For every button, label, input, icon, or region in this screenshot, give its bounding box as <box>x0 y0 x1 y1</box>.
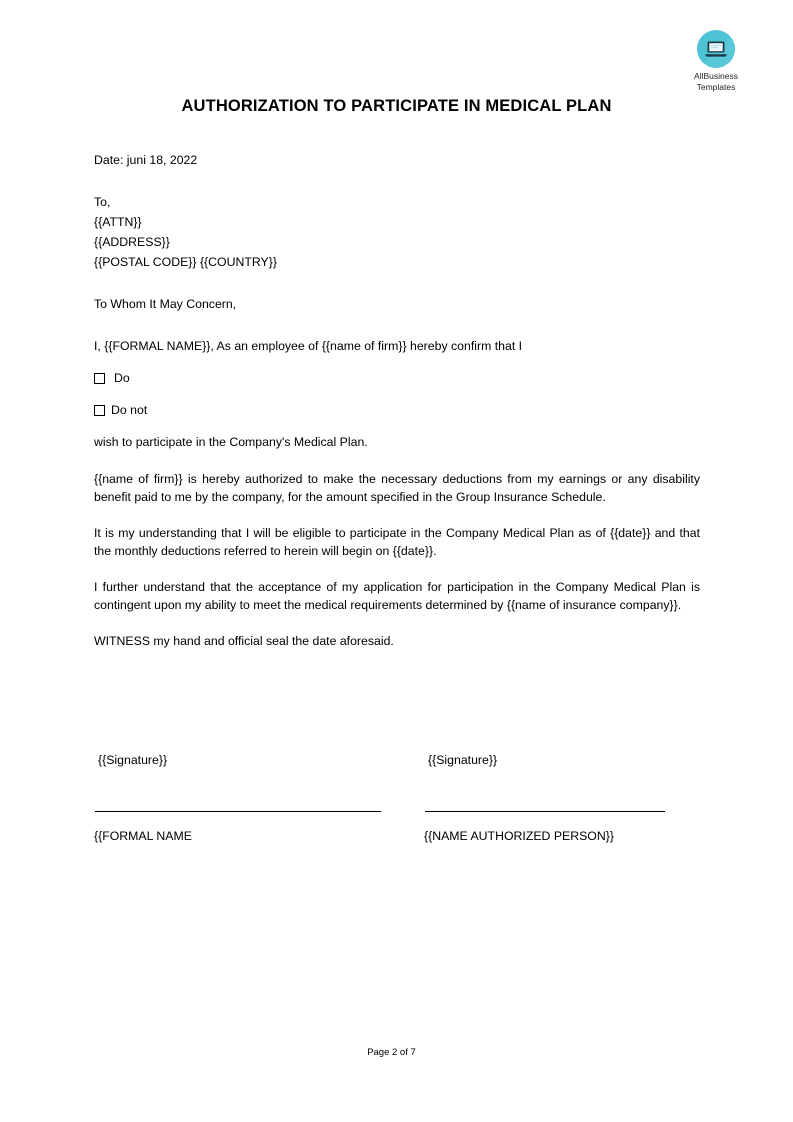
signature-section <box>94 753 700 849</box>
signature-line-left <box>95 811 381 812</box>
recipient-to-label: To, <box>94 195 111 209</box>
recipient-attn: {{ATTN}} <box>94 215 142 229</box>
intro-statement: I, {{FORMAL NAME}}, As an employee of {{name of firm}} hereby confirm that I <box>94 339 523 353</box>
spacer <box>94 170 700 192</box>
spacer <box>94 420 700 432</box>
paragraph-witness: WITNESS my hand and official seal the date aforesaid. <box>94 634 394 648</box>
spacer <box>94 314 700 336</box>
brand-logo <box>676 30 756 92</box>
brand-name <box>676 71 756 92</box>
checkbox-do-not-icon[interactable] <box>94 405 105 416</box>
laptop-icon <box>697 30 735 68</box>
page-title: AUTHORIZATION TO PARTICIPATE IN MEDICAL PLAN <box>181 97 612 115</box>
signature-placeholder-right: {{Signature}} <box>428 753 498 767</box>
option-tail-text: wish to participate in the Company's Medical Plan. <box>94 435 368 449</box>
spacer <box>94 388 700 400</box>
spacer <box>94 614 700 632</box>
signature-placeholder-row <box>94 753 700 775</box>
signature-name-right: {{NAME AUTHORIZED PERSON}} <box>424 829 614 843</box>
signature-rules <box>94 811 700 825</box>
signature-name-left: {{FORMAL NAME <box>94 829 192 843</box>
checkbox-do-icon[interactable] <box>94 373 105 384</box>
spacer <box>94 356 700 368</box>
spacer <box>94 560 700 578</box>
option-do-label: Do <box>114 371 130 385</box>
brand-line-2: Templates <box>696 81 736 92</box>
paragraph-deductions: {{name of firm}} is hereby authorized to make the necessary deductions from my earnings or any disability benefit paid to me by the company, for the amount specified in the Group Insurance Schedule. <box>94 472 700 504</box>
option-do[interactable] <box>94 368 700 388</box>
date-line: Date: juni 18, 2022 <box>94 153 198 167</box>
recipient-address: {{ADDRESS}} <box>94 235 170 249</box>
spacer <box>94 452 700 470</box>
signature-line-right <box>425 811 665 812</box>
signature-name-row <box>94 829 700 849</box>
signature-placeholder-left: {{Signature}} <box>98 753 168 767</box>
brand-line-1: AllBusiness <box>694 71 738 81</box>
paragraph-contingency: I further understand that the acceptance of my application for participation in the Company Medical Plan is contingent upon my ability to meet the medical requirements determined by {{name of insurance company}}. <box>94 580 700 612</box>
option-do-not-label: Do not <box>111 403 148 417</box>
spacer <box>94 506 700 524</box>
recipient-postal-country: {{POSTAL CODE}} {{COUNTRY}} <box>94 255 277 269</box>
option-do-not[interactable] <box>94 400 700 420</box>
document-body <box>94 150 700 650</box>
paragraph-eligibility: It is my understanding that I will be eligible to participate in the Company Medical Plan as of {{date}} and that the monthly deductions referred to herein will begin on {{date}}. <box>94 526 700 558</box>
spacer <box>94 272 700 294</box>
salutation: To Whom It May Concern, <box>94 297 237 311</box>
page-footer: Page 2 of 7 <box>367 1047 416 1058</box>
